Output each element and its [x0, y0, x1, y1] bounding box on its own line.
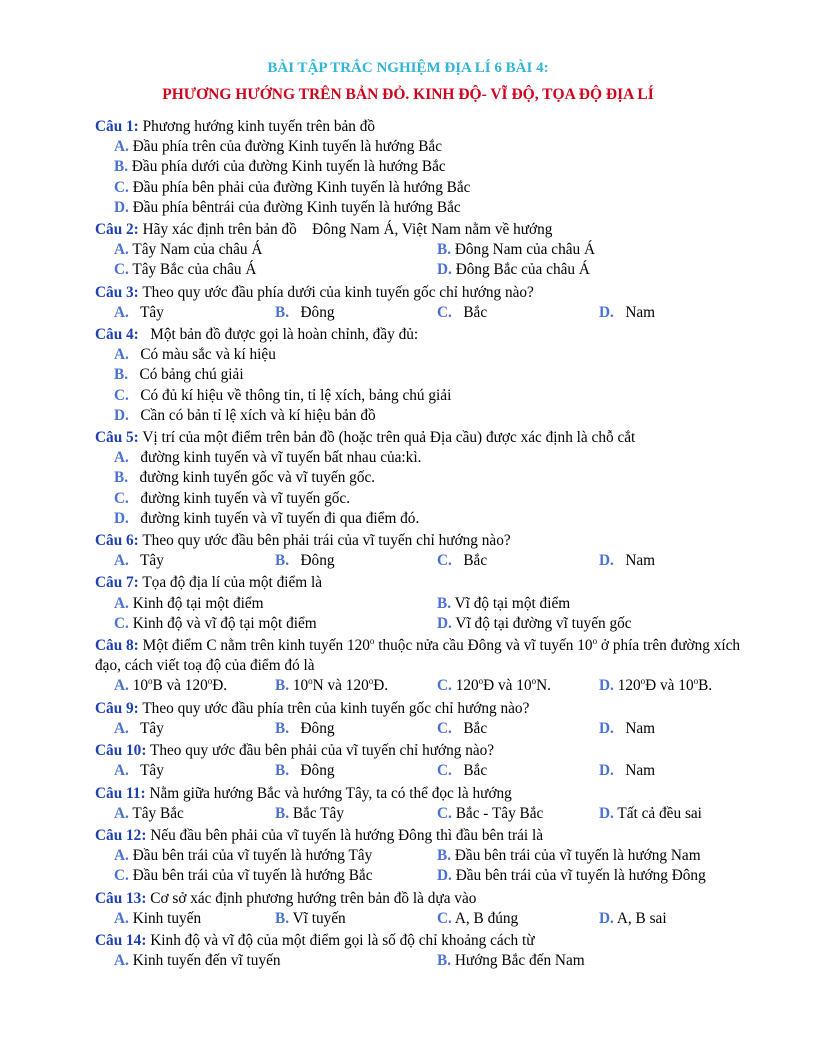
option-a — [114, 345, 760, 365]
option-letter: B. — [114, 158, 129, 176]
option-text: đường kinh tuyến và vĩ tuyến gốc. — [128, 489, 351, 507]
question-block — [95, 283, 760, 323]
question-prompt: Tọa độ địa lí của một điểm là — [138, 574, 323, 592]
option-letter: D. — [599, 677, 614, 695]
question-block — [95, 531, 760, 571]
option-b — [275, 719, 437, 739]
question-block — [95, 573, 760, 634]
option-letter: B. — [275, 552, 290, 570]
question-block — [95, 428, 760, 529]
option-d — [599, 303, 729, 323]
option-d — [437, 260, 737, 280]
degree-sign: o — [592, 635, 598, 646]
options-group — [95, 303, 760, 323]
question-list — [95, 117, 760, 973]
text-segment: Đ. — [373, 677, 389, 695]
question-text — [95, 325, 760, 345]
options-group — [95, 719, 760, 739]
option-text: Vĩ độ tại một điểm — [451, 594, 571, 612]
option-letter: C. — [437, 909, 452, 927]
question-text — [95, 573, 760, 593]
question-block — [95, 931, 760, 971]
option-text: Vĩ độ tại đường vĩ tuyến gốc — [451, 614, 632, 632]
option-text: Đầu bên trái của vĩ tuyến là hướng Nam — [451, 847, 701, 865]
option-letter: B. — [437, 594, 452, 612]
question-text — [95, 220, 760, 240]
question-block — [95, 117, 760, 218]
option-c — [437, 909, 599, 929]
option-text: Có bảng chú giải — [128, 366, 244, 384]
option-text: Tây Bắc — [128, 804, 184, 822]
question-block — [95, 699, 760, 739]
option-text: đường kinh tuyến và vĩ tuyến đi qua điểm đó. — [128, 509, 420, 527]
option-c — [114, 386, 760, 406]
question-label: Câu 4: — [95, 326, 139, 344]
option-letter: A. — [114, 677, 129, 695]
option-letter: C. — [114, 489, 129, 507]
option-letter: C. — [114, 178, 129, 196]
option-letter: C. — [437, 552, 452, 570]
question-prompt: Hãy xác định trên bản đồ Đông Nam Á, Việt Nam nằm về hướng — [138, 221, 553, 239]
option-text: A, B sai — [613, 909, 667, 927]
option-letter: A. — [114, 762, 129, 780]
option-d — [599, 804, 729, 824]
text-segment: 10 — [289, 677, 309, 695]
option-letter: A. — [114, 138, 129, 156]
option-letter: B. — [275, 909, 290, 927]
option-text: Nam — [613, 719, 656, 737]
option-letter: A. — [114, 594, 129, 612]
option-text: Đông — [289, 303, 335, 321]
text-segment: Đ. — [212, 677, 228, 695]
option-letter: C. — [114, 261, 129, 279]
option-c — [114, 260, 437, 280]
options-group — [95, 804, 760, 824]
option-text: Đầu phía bên phải của đường Kinh tuyến là hướng Bắc — [128, 178, 471, 196]
question-label: Câu 14: — [95, 931, 147, 949]
option-text: Tây — [128, 762, 164, 780]
question-text — [95, 826, 760, 846]
option-a — [114, 594, 437, 614]
option-text: Bắc — [451, 762, 488, 780]
text-segment: B và 120 — [152, 677, 208, 695]
option-letter: A. — [114, 552, 129, 570]
text-segment: N và 120 — [312, 677, 369, 695]
option-letter: C. — [437, 719, 452, 737]
degree-sign: o — [478, 676, 484, 687]
option-a — [114, 448, 760, 468]
option-text: Đông — [289, 762, 335, 780]
options-group — [95, 240, 760, 280]
option-text: Đông — [289, 719, 335, 737]
option-letter: B. — [114, 366, 129, 384]
question-prompt: Nếu đầu bên phải của vĩ tuyến là hướng Đông thì đầu bên trái là — [146, 826, 543, 844]
option-text: Tây Bắc của châu Á — [128, 261, 257, 279]
question-prompt: Theo quy ước đầu bên phải trái của vĩ tuyến chỉ hướng nào? — [138, 532, 511, 550]
option-d — [599, 551, 729, 571]
option-text: Bắc — [451, 552, 488, 570]
text-segment: Một điểm C nằm trên kinh tuyến 120 — [138, 637, 370, 655]
question-text — [95, 784, 760, 804]
question-text — [95, 117, 760, 137]
question-block — [95, 220, 760, 281]
option-letter: B. — [275, 303, 290, 321]
option-text: Tây — [128, 719, 164, 737]
option-text: Đầu phía bêntrái của đường Kinh tuyến là hướng Bắc — [128, 198, 461, 216]
option-letter: C. — [437, 677, 452, 695]
option-text: Tây — [128, 552, 164, 570]
option-text: A, B đúng — [451, 909, 519, 927]
option-d — [114, 406, 760, 426]
option-letter: D. — [599, 762, 614, 780]
question-text — [95, 741, 760, 761]
option-b — [275, 761, 437, 781]
option-b — [437, 594, 737, 614]
option-a — [114, 804, 275, 824]
title-line-2: PHƯƠNG HƯỚNG TRÊN BẢN ĐỎ. KINH ĐỘ- VĨ ĐỘ, TỌA ĐỘ ĐỊA LÍ — [162, 86, 654, 103]
question-label: Câu 12: — [95, 826, 147, 844]
question-block — [95, 889, 760, 929]
option-c — [114, 866, 437, 886]
question-text — [95, 699, 760, 719]
question-label: Câu 3: — [95, 283, 139, 301]
option-letter: D. — [599, 552, 614, 570]
question-text — [95, 931, 760, 951]
option-letter: A. — [114, 909, 129, 927]
option-text: Bắc — [451, 303, 488, 321]
options-group — [95, 448, 760, 529]
option-text: Nam — [613, 552, 656, 570]
option-letter: A. — [114, 241, 129, 259]
question-label: Câu 7: — [95, 574, 139, 592]
option-b — [275, 303, 437, 323]
option-b — [114, 157, 760, 177]
option-d — [114, 509, 760, 529]
option-d — [437, 614, 737, 634]
option-d — [599, 909, 729, 929]
option-letter: A. — [114, 303, 129, 321]
question-block — [95, 325, 760, 426]
question-prompt: Theo quy ước đầu phía dưới của kinh tuyến gốc chỉ hướng nào? — [138, 283, 534, 301]
text-segment: Đ và 10 — [483, 677, 532, 695]
option-letter: B. — [437, 847, 452, 865]
option-text: Kinh độ tại một điểm — [128, 594, 264, 612]
option-letter: D. — [114, 198, 129, 216]
question-block — [95, 741, 760, 781]
question-prompt: Theo quy ước đầu bên phải của vĩ tuyến chỉ hướng nào? — [146, 742, 495, 760]
option-a — [114, 551, 275, 571]
option-c — [437, 551, 599, 571]
options-group — [95, 345, 760, 426]
degree-sign: o — [148, 676, 153, 687]
option-letter: C. — [114, 867, 129, 885]
option-c — [114, 614, 437, 634]
option-d — [114, 198, 760, 218]
degree-sign: o — [308, 676, 313, 687]
option-text: Bắc — [451, 719, 488, 737]
option-text: Đông Nam của châu Á — [451, 241, 596, 259]
text-segment: B. — [698, 677, 713, 695]
text-segment: Đ và 10 — [645, 677, 694, 695]
option-text: Nam — [613, 762, 656, 780]
option-letter: C. — [114, 614, 129, 632]
degree-sign: o — [640, 676, 646, 687]
option-text: Kinh tuyến đến vĩ tuyến — [128, 952, 281, 970]
question-prompt: Nằm giữa hướng Bắc và hướng Tây, ta có thể đọc là hướng — [145, 784, 512, 802]
option-text: Đông — [289, 552, 335, 570]
text-segment: 120 — [613, 677, 641, 695]
options-group — [95, 951, 760, 971]
text-segment: 10 — [128, 677, 148, 695]
option-letter: D. — [599, 804, 614, 822]
option-letter: D. — [599, 303, 614, 321]
option-a — [114, 137, 760, 157]
option-letter: A. — [114, 847, 129, 865]
option-letter: D. — [437, 261, 452, 279]
options-group — [95, 551, 760, 571]
question-prompt: Phương hướng kinh tuyến trên bản đồ — [138, 118, 376, 135]
degree-sign: o — [531, 676, 537, 687]
text-segment: N. — [536, 677, 551, 695]
option-c — [114, 489, 760, 509]
option-text: Kinh độ và vĩ độ tại một điểm — [128, 614, 317, 632]
question-text — [95, 283, 760, 303]
option-letter: D. — [114, 406, 129, 424]
option-d — [599, 719, 729, 739]
degree-sign: o — [693, 676, 699, 687]
option-text: Đầu phía trên của đường Kinh tuyến là hướng Bắc — [128, 138, 442, 156]
options-group — [95, 676, 760, 696]
question-label: Câu 13: — [95, 889, 147, 907]
option-b — [114, 468, 760, 488]
option-text: Tây — [128, 303, 164, 321]
option-text: Kinh tuyến — [128, 909, 202, 927]
question-label: Câu 11: — [95, 784, 146, 802]
option-c — [437, 761, 599, 781]
option-b — [437, 846, 737, 866]
option-letter: D. — [437, 614, 452, 632]
question-label: Câu 2: — [95, 221, 139, 239]
options-group — [95, 846, 760, 886]
option-a — [114, 240, 437, 260]
option-letter: B. — [275, 762, 290, 780]
option-c — [437, 303, 599, 323]
option-letter: C. — [437, 804, 452, 822]
option-letter: A. — [114, 449, 129, 467]
option-text: Vĩ tuyến — [289, 909, 346, 927]
question-label: Câu 10: — [95, 742, 147, 760]
option-text: Hướng Bắc đến Nam — [451, 952, 585, 970]
title-line-1: BÀI TẬP TRẮC NGHIỆM ĐỊA LÍ 6 BÀI 4: — [267, 60, 549, 76]
option-d — [599, 761, 729, 781]
option-a — [114, 951, 437, 971]
question-label: Câu 9: — [95, 699, 139, 717]
question-prompt: Vị trí của một điểm trên bản đồ (hoặc trên quả Địa cầu) được xác định là chỗ cắt — [138, 429, 636, 447]
degree-sign: o — [207, 676, 213, 687]
option-letter: C. — [437, 303, 452, 321]
option-b — [275, 676, 437, 696]
option-text: Đông Bắc của châu Á — [451, 261, 590, 279]
question-label: Câu 5: — [95, 429, 139, 447]
option-letter: D. — [114, 509, 129, 527]
option-text: đường kinh tuyến gốc và vĩ tuyến gốc. — [128, 469, 376, 487]
option-letter: D. — [599, 909, 614, 927]
option-text: Cần có bản tỉ lệ xích và kí hiệu bản đồ — [128, 406, 376, 424]
question-label: Câu 1: — [95, 118, 139, 135]
text-segment: ở phía trên đường xích đạo, cách viết toạ độ của điểm đó là — [95, 637, 744, 675]
question-prompt: Cơ sở xác định phương hướng trên bản đồ là dựa vào — [146, 889, 477, 907]
option-text: Bắc Tây — [289, 804, 344, 822]
option-b — [114, 365, 760, 385]
question-prompt: Theo quy ước đầu phía trên của kinh tuyến gốc chỉ hướng nào? — [138, 699, 530, 717]
option-letter: B. — [275, 719, 290, 737]
question-block — [95, 636, 760, 697]
option-text: đường kinh tuyến và vĩ tuyến bất nhau của:kì. — [128, 449, 422, 467]
option-letter: B. — [275, 804, 290, 822]
question-prompt: Kinh độ và vĩ độ của một điểm gọi là số độ chỉ khoảng cách từ — [146, 931, 535, 949]
option-d — [599, 676, 729, 696]
option-text: Có màu sắc và kí hiệu — [128, 346, 276, 364]
option-text: Đầu bên trái của vĩ tuyến là hướng Bắc — [128, 867, 373, 885]
question-prompt: Một bản đồ được gọi là hoàn chỉnh, đầy đủ: — [138, 326, 419, 344]
option-a — [114, 719, 275, 739]
option-a — [114, 761, 275, 781]
option-b — [275, 804, 437, 824]
option-d — [437, 866, 737, 886]
text-segment: 120 — [451, 677, 479, 695]
option-a — [114, 909, 275, 929]
option-c — [114, 178, 760, 198]
question-label: Câu 8: — [95, 637, 139, 655]
option-letter: D. — [599, 719, 614, 737]
option-letter: A. — [114, 952, 129, 970]
question-text — [95, 636, 760, 676]
options-group — [95, 761, 760, 781]
option-a — [114, 303, 275, 323]
question-text — [95, 531, 760, 551]
option-text: Đầu bên trái của vĩ tuyến là hướng Đông — [451, 867, 706, 885]
option-b — [437, 951, 737, 971]
option-letter: C. — [437, 762, 452, 780]
option-text: Tất cả đều sai — [613, 804, 702, 822]
options-group — [95, 594, 760, 634]
question-label: Câu 6: — [95, 532, 139, 550]
option-b — [275, 909, 437, 929]
question-block — [95, 784, 760, 824]
option-b — [275, 551, 437, 571]
option-text: Tây Nam của châu Á — [128, 241, 263, 259]
option-text: Nam — [613, 303, 656, 321]
option-letter: A. — [114, 719, 129, 737]
options-group — [95, 137, 760, 218]
option-letter: B. — [437, 241, 452, 259]
option-text: Bắc - Tây Bắc — [451, 804, 544, 822]
option-c — [437, 804, 599, 824]
option-b — [437, 240, 737, 260]
option-letter: A. — [114, 346, 129, 364]
option-letter: D. — [437, 867, 452, 885]
option-letter: B. — [437, 952, 452, 970]
option-letter: B. — [275, 677, 290, 695]
option-letter: C. — [114, 386, 129, 404]
options-group — [95, 909, 760, 929]
option-text: Đầu bên trái của vĩ tuyến là hướng Tây — [128, 847, 373, 865]
option-a — [114, 846, 437, 866]
option-a — [114, 676, 275, 696]
option-letter: A. — [114, 804, 129, 822]
option-text: Đầu phía dưới của đường Kinh tuyến là hướng Bắc — [128, 158, 446, 176]
question-block — [95, 826, 760, 887]
option-letter: B. — [114, 469, 129, 487]
option-c — [437, 676, 599, 696]
degree-sign: o — [368, 676, 374, 687]
question-text — [95, 428, 760, 448]
degree-sign: o — [369, 635, 375, 646]
text-segment: thuộc nửa cầu Đông và vĩ tuyến 10 — [374, 637, 593, 655]
option-c — [437, 719, 599, 739]
option-text: Có đủ kí hiệu về thông tin, tỉ lệ xích, bảng chú giải — [128, 386, 452, 404]
question-text — [95, 889, 760, 909]
